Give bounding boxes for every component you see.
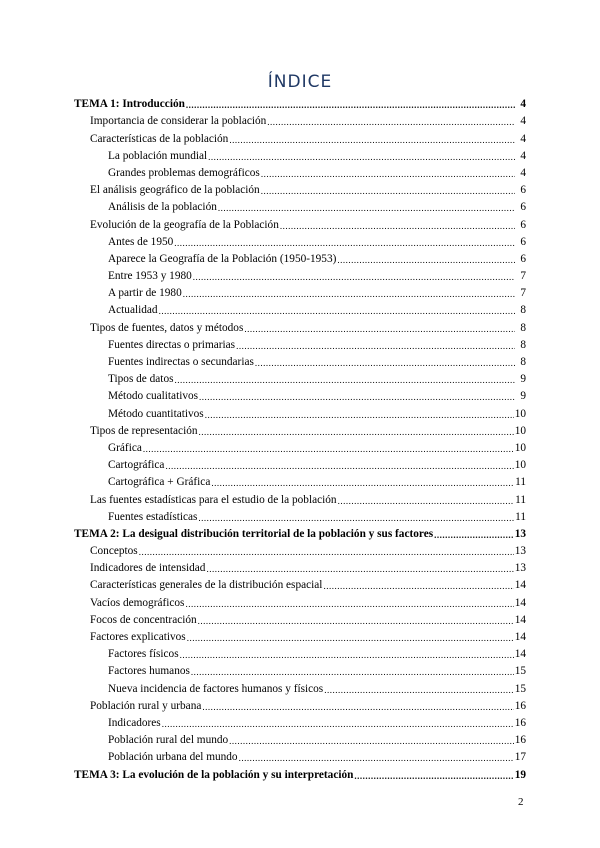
- dot-leader: [218, 202, 515, 214]
- toc-entry-page: 15: [514, 665, 526, 678]
- toc-entry-page: 11: [515, 510, 526, 523]
- toc-entry-title: Análisis de la población: [108, 201, 217, 214]
- dot-leader: [199, 391, 515, 403]
- toc-entry[interactable]: [74, 455, 526, 472]
- toc-entry[interactable]: [74, 678, 526, 695]
- dot-leader: [236, 340, 515, 352]
- toc-entry-page: 19: [514, 768, 526, 781]
- toc-entry-page: 10: [514, 424, 526, 437]
- toc-entry[interactable]: [74, 764, 526, 781]
- toc-entry-page: 13: [514, 562, 526, 575]
- dot-leader: [244, 323, 515, 335]
- dot-leader: [143, 443, 514, 455]
- toc-entry-page: 14: [514, 648, 526, 661]
- toc-entry-page: 14: [514, 579, 526, 592]
- toc-entry-title: Antes de 1950: [108, 235, 174, 248]
- toc-entry-title: Tipos de fuentes, datos y métodos: [90, 321, 244, 334]
- toc-entry[interactable]: [74, 180, 526, 197]
- toc-entry-page: 15: [514, 682, 526, 695]
- dot-leader: [280, 220, 515, 232]
- dot-leader: [183, 288, 515, 300]
- dot-leader: [198, 615, 514, 627]
- toc-entry-title: Indicadores: [108, 716, 161, 729]
- toc-entry[interactable]: [74, 197, 526, 214]
- toc-entry-page: 16: [514, 716, 526, 729]
- toc-entry-title: Fuentes estadísticas: [108, 510, 198, 523]
- dot-leader: [199, 426, 514, 438]
- dot-leader: [338, 495, 515, 507]
- toc-entry-title: Factores explicativos: [90, 631, 186, 643]
- toc-entry-page: 8: [520, 304, 526, 317]
- toc-entry[interactable]: [74, 249, 526, 266]
- toc-entry[interactable]: [74, 747, 526, 764]
- dot-leader: [267, 116, 515, 128]
- dot-leader: [229, 134, 515, 146]
- toc-entry-page: 6: [520, 201, 526, 214]
- toc-entry-title: Conceptos: [90, 545, 138, 558]
- dot-leader: [139, 546, 514, 558]
- dot-leader: [162, 718, 514, 730]
- toc-entry-page: 17: [514, 751, 526, 764]
- toc-entry-page: 8: [520, 356, 526, 368]
- toc-entry-page: 10: [514, 407, 526, 420]
- toc-entry[interactable]: [74, 283, 526, 300]
- toc-entry-page: 9: [520, 390, 526, 403]
- dot-leader: [191, 666, 514, 678]
- toc-entry-page: 6: [520, 252, 526, 265]
- toc-entry[interactable]: [74, 128, 526, 145]
- dot-leader: [180, 649, 514, 661]
- toc-entry-title: Las fuentes estadísticas para el estudio de la población: [90, 493, 337, 506]
- toc-entry[interactable]: [74, 163, 526, 180]
- dot-leader: [187, 632, 514, 644]
- toc-entry-page: 14: [514, 631, 526, 643]
- dot-leader: [205, 409, 514, 421]
- toc-entry[interactable]: [74, 472, 526, 489]
- dot-leader: [174, 237, 515, 249]
- toc-entry-title: Indicadores de intensidad: [90, 562, 206, 575]
- toc-entry-title: TEMA 2: La desigual distribución territorial de la población y sus factores: [74, 527, 434, 540]
- toc-entry[interactable]: [74, 300, 526, 317]
- toc-entry-title: Cartográfica + Gráfica: [108, 476, 211, 489]
- toc-entry-page: 8: [520, 338, 526, 351]
- toc-entry-title: TEMA 1: Introducción: [74, 98, 185, 111]
- toc-entry[interactable]: [74, 627, 526, 644]
- toc-entry-page: 13: [514, 527, 526, 540]
- toc-entry-title: Importancia de considerar la población: [90, 115, 267, 128]
- toc-entry-title: Nueva incidencia de factores humanos y físicos: [108, 682, 324, 695]
- toc-entry[interactable]: [74, 610, 526, 627]
- toc-entry-title: Población rural del mundo: [108, 734, 229, 747]
- dot-leader: [211, 477, 514, 489]
- toc-entry-page: 14: [514, 613, 526, 626]
- dot-leader: [202, 701, 513, 713]
- dot-leader: [229, 735, 514, 747]
- toc-entry[interactable]: [74, 94, 526, 111]
- toc-entry-title: Características de la población: [90, 132, 229, 145]
- toc-entry-page: 4: [520, 98, 526, 111]
- toc-entry[interactable]: [74, 111, 526, 128]
- dot-leader: [175, 374, 516, 386]
- toc-entry-page: 6: [520, 184, 526, 197]
- toc-entry[interactable]: [74, 696, 526, 713]
- dot-leader: [208, 151, 515, 163]
- toc-entry-title: Fuentes indirectas o secundarias: [108, 356, 254, 368]
- toc-entry-title: Grandes problemas demográficos: [108, 166, 260, 179]
- toc-entry-title: Población urbana del mundo: [108, 751, 238, 764]
- dot-leader: [324, 684, 514, 696]
- dot-leader: [354, 770, 513, 782]
- toc-entry-title: TEMA 3: La evolución de la población y su interpretación: [74, 768, 354, 781]
- dot-leader: [198, 512, 514, 524]
- toc-entry[interactable]: [74, 541, 526, 558]
- toc-entry-page: 7: [520, 270, 526, 283]
- toc-entry[interactable]: [74, 661, 526, 678]
- toc-entry-title: Factores físicos: [108, 648, 179, 661]
- toc-entry-page: 6: [520, 235, 526, 248]
- toc-entry-title: Entre 1953 y 1980: [108, 270, 192, 283]
- toc-entry[interactable]: [74, 438, 526, 455]
- dot-leader: [186, 99, 515, 111]
- toc-entry[interactable]: [74, 214, 526, 231]
- toc-entry[interactable]: [74, 232, 526, 249]
- toc-entry-title: La población mundial: [108, 149, 208, 162]
- toc-entry-page: 4: [520, 166, 526, 179]
- toc-entry[interactable]: [74, 146, 526, 163]
- toc-entry[interactable]: [74, 266, 526, 283]
- dot-leader: [159, 305, 515, 317]
- toc-entry[interactable]: [74, 335, 526, 352]
- toc-entry-page: 4: [520, 149, 526, 162]
- toc-entry[interactable]: [74, 489, 526, 506]
- toc-entry[interactable]: [74, 386, 526, 403]
- toc-entry-title: El análisis geográfico de la población: [90, 184, 260, 197]
- toc-entry-page: 13: [514, 545, 526, 558]
- toc-entry-title: Factores humanos: [108, 665, 190, 678]
- toc-entry-title: Gráfica: [108, 441, 142, 454]
- table-of-contents: [74, 94, 526, 782]
- toc-entry-title: Método cualitativos: [108, 390, 199, 403]
- toc-entry-page: 11: [515, 476, 526, 489]
- toc-entry-page: 6: [520, 218, 526, 231]
- toc-entry-title: Población rural y urbana: [90, 699, 202, 712]
- dot-leader: [434, 529, 514, 541]
- toc-entry[interactable]: [74, 558, 526, 575]
- dot-leader: [255, 357, 515, 369]
- toc-entry-page: 10: [514, 459, 526, 472]
- toc-entry[interactable]: [74, 352, 526, 369]
- toc-entry-title: Focos de concentración: [90, 613, 197, 626]
- dot-leader: [261, 185, 515, 197]
- dot-leader: [206, 563, 513, 575]
- toc-entry-title: Evolución de la geografía de la Población: [90, 218, 279, 231]
- toc-entry-page: 7: [520, 287, 526, 300]
- toc-entry-title: Fuentes directas o primarias: [108, 338, 236, 351]
- toc-entry-page: 8: [520, 321, 526, 334]
- toc-entry[interactable]: [74, 369, 526, 386]
- dot-leader: [323, 580, 513, 592]
- toc-entry[interactable]: [74, 524, 526, 541]
- toc-entry[interactable]: [74, 644, 526, 661]
- toc-entry-page: 11: [515, 493, 526, 506]
- toc-entry-page: 10: [514, 441, 526, 454]
- toc-entry[interactable]: [74, 507, 526, 524]
- toc-entry-title: Método cuantitativos: [108, 407, 204, 420]
- toc-entry[interactable]: [74, 575, 526, 592]
- toc-entry-page: 4: [520, 115, 526, 128]
- dot-leader: [239, 752, 514, 764]
- toc-entry[interactable]: [74, 730, 526, 747]
- toc-entry-page: 4: [520, 132, 526, 145]
- toc-entry-title: Tipos de representación: [90, 424, 198, 437]
- page-number: 2: [518, 796, 524, 808]
- toc-entry-page: 14: [514, 596, 526, 609]
- dot-leader: [165, 460, 513, 472]
- toc-entry[interactable]: [74, 421, 526, 438]
- toc-entry-title: Tipos de datos: [108, 373, 174, 386]
- toc-entry-title: A partir de 1980: [108, 287, 182, 300]
- toc-entry[interactable]: [74, 592, 526, 609]
- toc-entry-title: Aparece la Geografía de la Población (1950-1953): [108, 252, 337, 265]
- toc-entry-title: Actualidad: [108, 304, 158, 317]
- dot-leader: [185, 598, 513, 610]
- page-title: ÍNDICE: [267, 72, 333, 92]
- toc-entry-page: 16: [514, 699, 526, 712]
- toc-entry-title: Cartográfica: [108, 459, 165, 472]
- toc-entry-title: Vacíos demográficos: [90, 596, 185, 609]
- toc-entry[interactable]: [74, 403, 526, 420]
- dot-leader: [261, 168, 515, 180]
- dot-leader: [337, 254, 515, 266]
- dot-leader: [193, 271, 515, 283]
- toc-entry[interactable]: [74, 317, 526, 334]
- toc-entry-title: Características generales de la distribución espacial: [90, 579, 323, 592]
- toc-entry[interactable]: [74, 713, 526, 730]
- toc-entry-page: 9: [520, 373, 526, 386]
- toc-entry-page: 16: [514, 734, 526, 747]
